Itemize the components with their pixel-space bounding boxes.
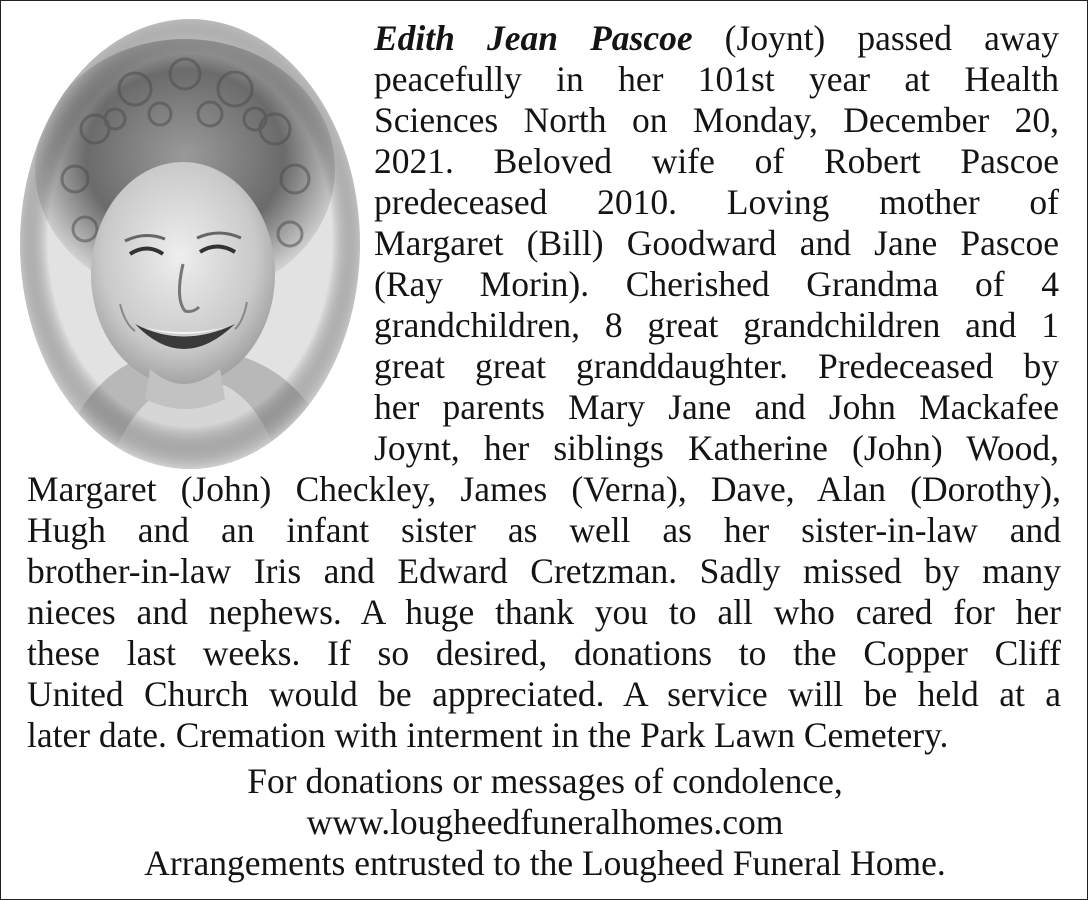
text-line-15: nieces and nephews. A huge thank you to all who cared for her [27,592,1061,632]
text-line-13: Hugh and an infant sister as well as her sister-in-law and [27,510,1061,550]
text-line-10: her parents Mary Jane and John Mackafee [374,387,1059,427]
text-line-7: (Ray Morin). Cherished Grandma of 4 [374,264,1059,304]
text-line-4: 2021. Beloved wife of Robert Pascoe [374,141,1059,181]
text-line-12: Margaret (John) Checkley, James (Verna), Dave, Alan (Dorothy), [27,469,1061,509]
arrangements-text: Arrangements entrusted to the Lougheed Funeral Home. [144,843,946,883]
text-line-11: Joynt, her siblings Katherine (John) Wood, [374,428,1059,468]
text-line-5: predeceased 2010. Loving mother of [374,182,1059,222]
text-line-14: brother-in-law Iris and Edward Cretzman. Sadly missed by many [27,551,1061,591]
condolence-text: For donations or messages of condolence, [247,761,843,801]
text-line-18: later date. Cremation with interment in the Park Lawn Cemetery. [27,715,949,755]
text-line-16: these last weeks. If so desired, donations to the Copper Cliff [27,633,1061,673]
funeral-home-website: www.lougheedfuneralhomes.com [306,802,784,842]
text-line-1-rest: (Joynt) passed away [692,18,1059,58]
text-line-2: peacefully in her 101st year at Health [374,59,1059,99]
text-line-9: great great granddaughter. Predeceased by [374,346,1059,386]
text-line-17: United Church would be appreciated. A service will be held at a [27,674,1061,714]
text-line-1 [374,18,1059,59]
text-line-6: Margaret (Bill) Goodward and Jane Pascoe [374,223,1059,263]
portrait-photo [15,19,365,479]
text-line-8: grandchildren, 8 great grandchildren and 1 [374,305,1059,345]
text-line-3: Sciences North on Monday, December 20, [374,100,1059,140]
deceased-name: Edith Jean Pascoe [374,18,693,58]
